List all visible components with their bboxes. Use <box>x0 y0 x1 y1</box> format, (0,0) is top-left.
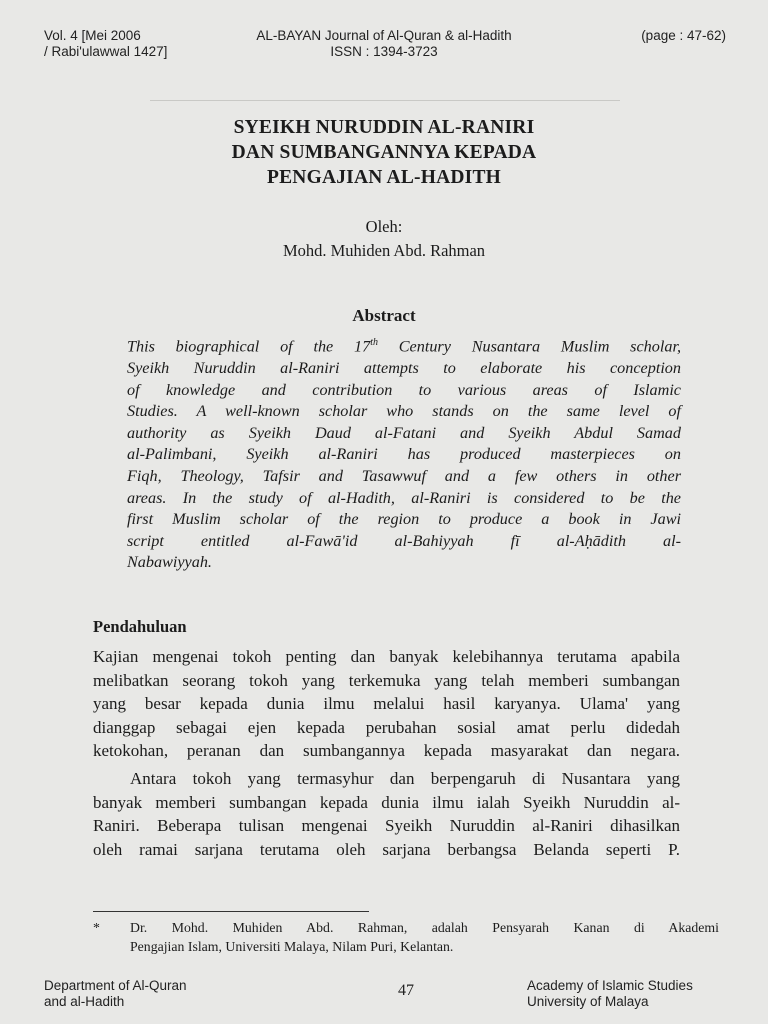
abstract-line: Nabawiyyah. <box>127 553 212 572</box>
paragraph-line: Antara tokoh yang termasyhur dan berpengaruh di Nusantara yang <box>130 769 680 788</box>
title-line: PENGAJIAN AL-HADITH <box>266 167 502 188</box>
section-heading: Pendahuluan <box>93 617 187 636</box>
paragraph-line: banyak memberi sumbangan kepada dunia ilmu ialah Syeikh Nuruddin al- <box>93 792 680 812</box>
author-name: Mohd. Muhiden Abd. Rahman <box>282 241 486 260</box>
footnote-text <box>130 918 719 956</box>
footnote-line: Dr. Mohd. Muhiden Abd. Rahman, adalah Pensyarah Kanan di Akademi <box>130 920 719 935</box>
footer-academy-line: Academy of Islamic Studies <box>527 978 693 993</box>
footnote-line: Pengajian Islam, Universiti Malaya, Nilam Puri, Kelantan. <box>130 939 454 954</box>
header-rule <box>150 100 620 101</box>
abstract-line: Syeikh Nuruddin al-Raniri attempts to elaborate his conception <box>127 358 681 377</box>
article-title <box>0 115 768 190</box>
paragraph-line: Raniri. Beberapa tulisan mengenai Syeikh Nuruddin al-Raniri dihasilkan <box>93 816 680 836</box>
abstract-line: authority as Syeikh Daud al-Fatani and Syeikh Abdul Samad <box>127 423 681 442</box>
paragraph-2 <box>93 767 680 861</box>
paragraph-line: melibatkan seorang tokoh yang terkemuka yang telah memberi sumbangan <box>93 670 680 690</box>
abstract-line: of knowledge and contribution to various areas of Islamic <box>127 380 681 399</box>
paragraph-line: yang besar kepada dunia ilmu melalui hasil karyanya. Ulama' yang <box>93 694 680 714</box>
footer-academy-line: University of Malaya <box>527 994 649 1009</box>
paragraph-line: dianggap sebagai ejen kepada perubahan sosial amat perlu didedah <box>93 717 680 737</box>
abstract-line: Fiqh, Theology, Tafsir and Tasawwuf and a few others in other <box>127 466 681 485</box>
abstract-heading: Abstract <box>352 306 416 325</box>
abstract-line: first Muslim scholar of the region to produce a book in Jawi <box>127 510 681 529</box>
header-volume-line: / Rabi'ulawwal 1427] <box>44 44 168 59</box>
byline <box>0 215 768 263</box>
abstract-line: areas. In the study of al-Hadith, al-Raniri is considered to be the <box>127 488 681 507</box>
footnote-marker: * <box>93 920 100 935</box>
ordinal-suffix: th <box>370 337 378 348</box>
abstract-line: Studies. A well-known scholar who stands on the same level of <box>127 402 681 421</box>
header-volume-line: Vol. 4 [Mei 2006 <box>44 28 141 43</box>
abstract-text <box>127 332 681 574</box>
header-page-range: (page : 47-62) <box>641 28 726 43</box>
footer-department-line: Department of Al-Quran <box>44 978 187 993</box>
footer-academy <box>527 978 693 1010</box>
page-number: 47 <box>398 982 414 999</box>
header-issn: ISSN : 1394-3723 <box>330 44 438 59</box>
paragraph-1 <box>93 645 680 763</box>
paragraph-line: ketokohan, peranan dan sumbangannya kepada masyarakat dan negara. <box>93 741 680 761</box>
title-line: DAN SUMBANGANNYA KEPADA <box>231 142 537 163</box>
title-line: SYEIKH NURUDDIN AL-RANIRI <box>233 117 535 138</box>
abstract-line: script entitled al-Fawā'id al-Bahiyyah fī al-Aḥādith al- <box>127 531 681 550</box>
paragraph-line: oleh ramai sarjana terutama oleh sarjana berbangsa Belanda seperti P. <box>93 839 680 859</box>
byline-label: Oleh: <box>365 217 403 236</box>
footnote-rule <box>93 911 369 912</box>
abstract-line: al-Palimbani, Syeikh al-Raniri has produced masterpieces on <box>127 445 681 464</box>
paragraph-line: Kajian mengenai tokoh penting dan banyak kelebihannya terutama apabila <box>93 647 680 666</box>
footer-department-line: and al-Hadith <box>44 994 125 1009</box>
abstract-line: This biographical of the 17th Century Nusantara Muslim scholar, <box>127 337 681 356</box>
header-journal-name: AL-BAYAN Journal of Al-Quran & al-Hadith <box>256 28 512 43</box>
